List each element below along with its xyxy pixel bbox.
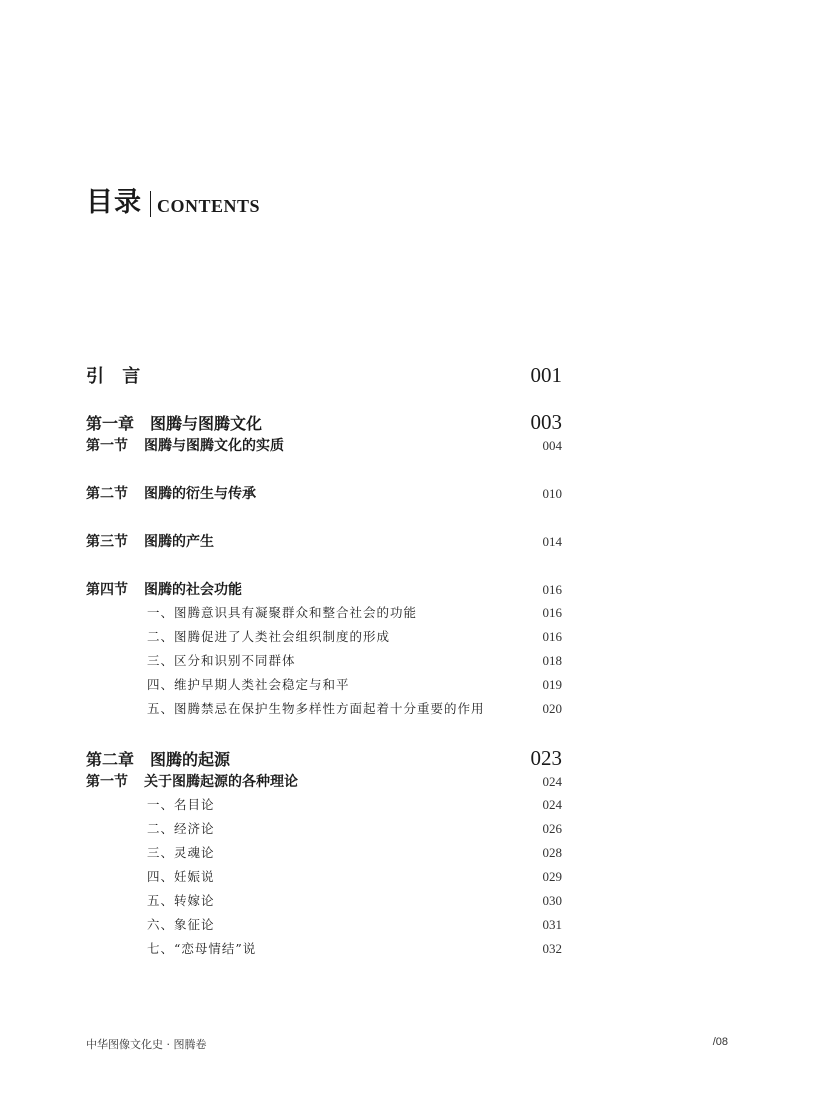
chapter-2-heading xyxy=(86,747,230,770)
toc-chapter-2[interactable] xyxy=(86,746,562,771)
item-page: 032 xyxy=(542,941,562,956)
item-page: 031 xyxy=(542,917,562,932)
item-label: 五、图腾禁忌在保护生物多样性方面起着十分重要的作用 xyxy=(147,701,485,716)
section-page: 016 xyxy=(542,582,562,597)
toc-item[interactable] xyxy=(86,699,562,717)
section-page: 024 xyxy=(542,774,562,789)
chapter-1-page: 003 xyxy=(530,410,562,434)
toc-section-1-2[interactable] xyxy=(86,483,562,503)
item-page: 026 xyxy=(542,821,562,836)
item-label: 二、经济论 xyxy=(147,821,215,836)
section-title: 关于图腾起源的各种理论 xyxy=(144,774,298,790)
chapter-1-heading xyxy=(86,411,262,434)
item-page: 024 xyxy=(542,797,562,812)
toc-item[interactable] xyxy=(86,675,562,693)
item-label: 五、转嫁论 xyxy=(147,893,215,908)
toc-section-1-3[interactable] xyxy=(86,531,562,551)
item-page: 018 xyxy=(542,653,562,668)
toc-item[interactable] xyxy=(86,867,562,885)
item-label: 一、名目论 xyxy=(147,797,215,812)
chapter-1-title: 图腾与图腾文化 xyxy=(150,414,263,433)
item-label: 四、妊娠说 xyxy=(147,869,215,884)
toc-intro-page: 001 xyxy=(530,363,562,387)
title-divider xyxy=(150,191,151,217)
item-page: 019 xyxy=(542,677,562,692)
title-chinese: 目录 xyxy=(86,187,142,218)
item-label: 七、“恋母情结”说 xyxy=(147,941,257,956)
toc-item[interactable] xyxy=(86,795,562,813)
toc-item[interactable] xyxy=(86,651,562,669)
chapter-2-title: 图腾的起源 xyxy=(150,750,231,769)
item-page: 016 xyxy=(542,605,562,620)
item-page: 016 xyxy=(542,629,562,644)
section-page: 010 xyxy=(542,486,562,501)
toc-section-2-1[interactable] xyxy=(86,771,562,791)
toc-item[interactable] xyxy=(86,819,562,837)
section-number: 第三节 xyxy=(86,534,128,550)
toc-intro[interactable] xyxy=(86,362,562,388)
section-title: 图腾的衍生与传承 xyxy=(144,486,256,502)
toc-item[interactable] xyxy=(86,939,562,957)
section-title: 图腾的社会功能 xyxy=(144,582,242,598)
section-page: 014 xyxy=(542,534,562,549)
toc-section-1-4[interactable] xyxy=(86,579,562,599)
chapter-2-page: 023 xyxy=(530,746,562,770)
title-english: CONTENTS xyxy=(157,196,261,216)
chapter-2-number: 第二章 xyxy=(86,750,135,769)
footer-book-title: 中华图像文化史 · 图腾卷 xyxy=(86,1038,207,1051)
footer-page-number: /08 xyxy=(712,1036,728,1048)
item-page: 028 xyxy=(542,845,562,860)
toc-title xyxy=(86,186,260,220)
toc-item[interactable] xyxy=(86,915,562,933)
toc-intro-label: 引 言 xyxy=(86,366,147,387)
item-label: 一、图腾意识具有凝聚群众和整合社会的功能 xyxy=(147,605,418,620)
item-page: 029 xyxy=(542,869,562,884)
item-page: 030 xyxy=(542,893,562,908)
toc-item[interactable] xyxy=(86,843,562,861)
section-number: 第二节 xyxy=(86,486,128,502)
section-title: 图腾与图腾文化的实质 xyxy=(144,438,284,454)
section-number: 第一节 xyxy=(86,438,128,454)
item-label: 三、灵魂论 xyxy=(147,845,215,860)
toc-chapter-1[interactable] xyxy=(86,410,562,435)
item-page: 020 xyxy=(542,701,562,716)
toc-item[interactable] xyxy=(86,627,562,645)
section-page: 004 xyxy=(542,438,562,453)
chapter-1-number: 第一章 xyxy=(86,414,135,433)
item-label: 六、象征论 xyxy=(147,917,215,932)
item-label: 二、图腾促进了人类社会组织制度的形成 xyxy=(147,629,391,644)
toc-item[interactable] xyxy=(86,603,562,621)
toc-item[interactable] xyxy=(86,891,562,909)
item-label: 四、维护早期人类社会稳定与和平 xyxy=(147,677,350,692)
toc-section-1-1[interactable] xyxy=(86,435,562,455)
section-number: 第四节 xyxy=(86,582,128,598)
section-title: 图腾的产生 xyxy=(144,534,214,550)
section-number: 第一节 xyxy=(86,774,128,790)
item-label: 三、区分和识别不同群体 xyxy=(147,653,296,668)
